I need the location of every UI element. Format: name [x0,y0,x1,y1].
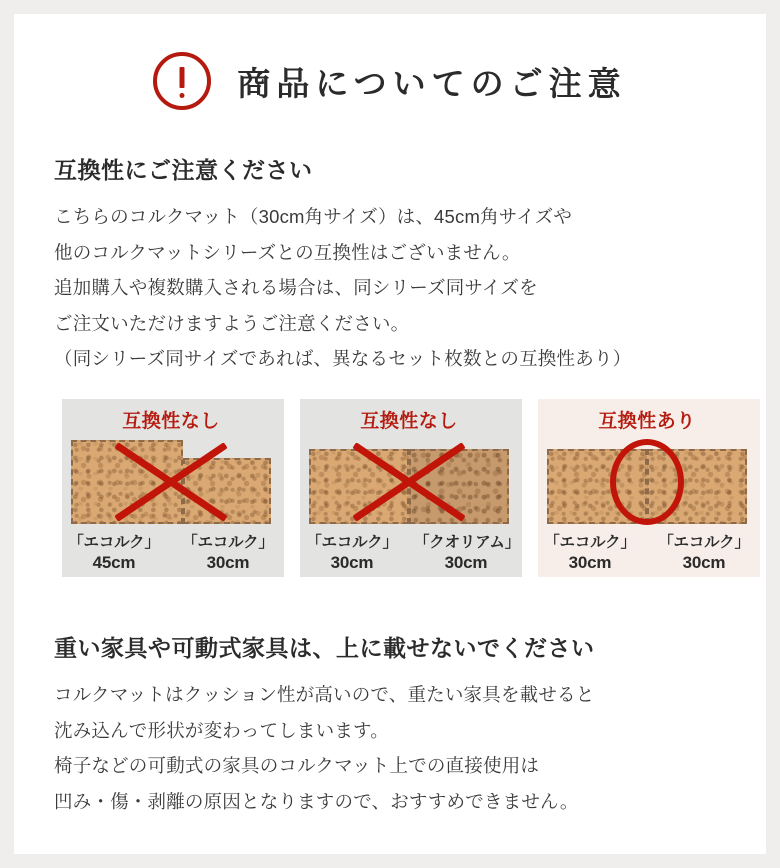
product-name: 「エコルク」 [544,533,636,551]
body-line: 追加購入や複数購入される場合は、同シリーズ同サイズを [54,277,538,299]
product-size: 30cm [682,553,726,573]
caption-left [538,533,642,575]
combo-captions [538,533,756,575]
product-size: 45cm [92,553,136,573]
section-body-compatibility [54,199,726,377]
cork-tile-right [183,458,271,524]
exclamation-circle-icon [153,52,211,110]
section-compatibility [14,152,766,574]
compatibility-diagram [54,399,750,575]
caption-right [414,533,521,575]
product-name: 「クオリアム」 [414,533,521,551]
body-line: （同シリーズ同サイズであれば、異なるセット枚数との互換性あり） [54,348,632,370]
body-line: ご注文いただけますようご注意ください。 [54,312,410,334]
caption-right [176,533,280,575]
combo-tiles [538,440,756,524]
section-furniture [14,630,766,819]
page-header [14,52,766,110]
caption-left [62,533,166,575]
combo-card-1 [62,399,280,575]
cork-tile-left [309,449,409,524]
section-body-furniture [54,677,726,819]
body-line: こちらのコルクマット（30cm角サイズ）は、45cm角サイズや [54,206,573,227]
cork-tile-right [647,449,747,524]
product-size: 30cm [330,553,374,573]
combo-badge: 互換性あり [598,410,696,432]
combo-captions [300,533,521,575]
caption-left [300,533,404,575]
product-size: 30cm [568,553,612,573]
product-size: 30cm [444,553,488,573]
body-line: 凹み・傷・剥離の原因となりますので、おすすめできません。 [54,790,579,812]
combo-badge: 互換性なし [122,410,220,432]
combo-card-3 [538,399,756,575]
body-line: コルクマットはクッション性が高いので、重たい家具を載せると [54,684,595,706]
product-size: 30cm [206,553,250,573]
product-name: 「エコルク」 [306,533,398,551]
notice-sheet [14,14,766,854]
body-line: 他のコルクマットシリーズとの互換性はございません。 [54,241,521,263]
cork-tile-right [409,449,509,524]
product-name: 「エコルク」 [182,533,274,551]
body-line: 沈み込んで形状が変わってしまいます。 [54,719,389,741]
cork-tile-left [71,440,183,524]
product-name: 「エコルク」 [68,533,160,551]
combo-tiles [300,440,518,524]
section-title-furniture: 重い家具や可動式家具は、上に載せないでください [54,635,595,662]
combo-tiles [62,440,280,524]
caption-right [652,533,756,575]
bottom-spacer [14,819,766,839]
combo-captions [62,533,280,575]
page-title: 商品についてのご注意 [237,64,627,102]
exclamation-dot [180,93,185,98]
cork-tile-left [547,449,647,524]
combo-badge: 互換性なし [360,410,458,432]
product-name: 「エコルク」 [658,533,750,551]
combo-card-2 [300,399,521,575]
section-title-compatibility: 互換性にご注意ください [54,157,313,183]
body-line: 椅子などの可動式の家具のコルクマット上での直接使用は [54,755,540,777]
exclamation-bar [180,67,185,88]
